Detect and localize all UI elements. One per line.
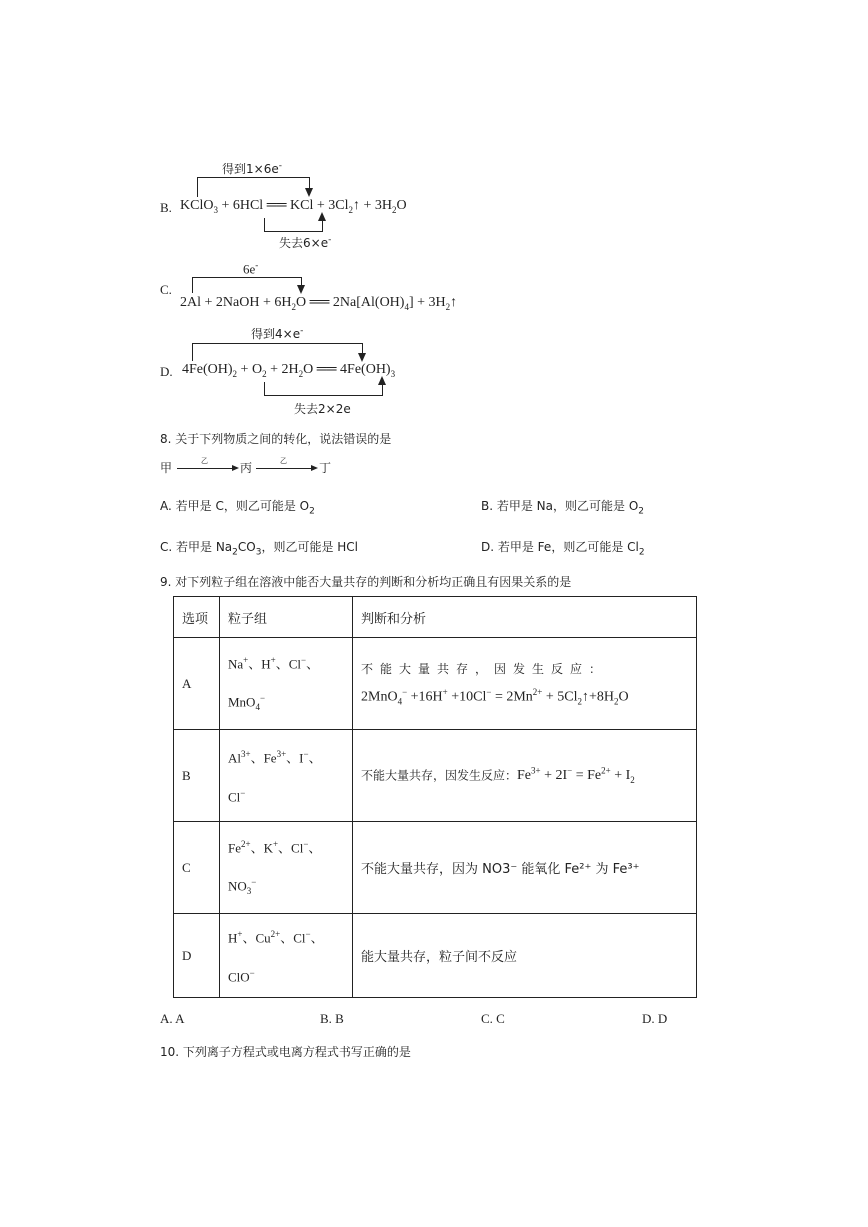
chain-reagent-1: 乙 bbox=[201, 457, 208, 465]
q9-table-header bbox=[174, 597, 697, 638]
chain-arrow-2 bbox=[256, 468, 311, 469]
option-b-loss-bracket-left bbox=[264, 218, 265, 232]
chain-arrow-2-head bbox=[311, 465, 318, 471]
row-c-analysis: 不能大量共存，因为 NO3⁻ 能氧化 Fe²⁺ 为 Fe³⁺ bbox=[353, 822, 697, 914]
q9-row-d bbox=[174, 914, 697, 998]
option-d-gain-bracket-right bbox=[362, 343, 363, 353]
option-d-gain-bracket-top bbox=[192, 343, 363, 344]
q9-answer-b[interactable]: B. B bbox=[320, 1011, 344, 1026]
header-particles: 粒子组 bbox=[220, 597, 353, 638]
q9-row-a bbox=[174, 638, 697, 730]
q8-option-a[interactable]: A. 若甲是 C，则乙可能是 $O_2$ bbox=[160, 499, 315, 517]
chain-end: 丁 bbox=[319, 461, 332, 475]
row-c-option: C bbox=[174, 822, 220, 914]
option-b-loss-bracket-right bbox=[322, 221, 323, 232]
row-a-analysis bbox=[353, 638, 697, 730]
row-b-analysis-text: 不能大量共存，因发生反应： bbox=[361, 768, 518, 783]
option-c-arrow bbox=[297, 285, 305, 294]
row-d-option: D bbox=[174, 914, 220, 998]
chain-arrow-1-head bbox=[232, 465, 239, 471]
option-b-loss-arrow bbox=[318, 212, 326, 221]
option-b-gain-bracket-right bbox=[309, 177, 310, 188]
row-b-equation: $Fe^{3+} + 2I^- = Fe^{2+} + I_2$ bbox=[517, 765, 635, 786]
option-b-loss-label: 失去6×e- bbox=[279, 235, 332, 250]
option-b-letter: B. bbox=[160, 200, 172, 215]
option-b-gain-bracket-left bbox=[197, 177, 198, 197]
row-c-particles: $Fe^{2+}$、K+、Cl−、 $NO_3^-$ bbox=[220, 822, 353, 914]
row-b-particles: $Al^{3+}$、$Fe^{3+}$、I−、 Cl− bbox=[220, 730, 353, 822]
row-b-option: B bbox=[174, 730, 220, 822]
option-d-loss-bracket-left bbox=[264, 382, 265, 396]
row-a-equation: $2MnO_4^- +16H^+ +10Cl^- = 2Mn^{2+}$ + $5Cl_2↑+8H_2O$ bbox=[361, 687, 629, 707]
option-c-bracket-top bbox=[192, 277, 302, 278]
header-analysis: 判断和分析 bbox=[353, 597, 697, 638]
option-c-bracket-right bbox=[301, 277, 302, 285]
option-d-equation: $4Fe(OH)_2 + O_2 + 2H_2O$ ══ $4Fe(OH)_3$ bbox=[182, 362, 396, 379]
chain-start: 甲 bbox=[160, 461, 173, 475]
q8-option-c[interactable]: C. 若甲是 $Na_2CO_3$，则乙可能是 HCl bbox=[160, 540, 359, 558]
q8-stem: 8. 关于下列物质之间的转化，说法错误的是 bbox=[160, 432, 392, 446]
option-b-gain-label: 得到1×6e- bbox=[222, 161, 282, 176]
option-b-loss-bracket-bottom bbox=[264, 231, 323, 232]
row-b-analysis bbox=[353, 730, 697, 822]
row-a-particles: Na+、H+、Cl−、 MnO$_4$− bbox=[220, 638, 353, 730]
q9-stem: 9. 对下列粒子组在溶液中能否大量共存的判断和分析均正确且有因果关系的是 bbox=[160, 575, 572, 589]
option-b-gain-arrow bbox=[305, 188, 313, 197]
chain-reagent-2: 乙 bbox=[280, 457, 287, 465]
option-d-loss-bracket-bottom bbox=[264, 395, 383, 396]
row-a-analysis-text: 不能大量共存，因发生反应： bbox=[361, 662, 609, 677]
option-d-gain-label: 得到4×e- bbox=[251, 326, 304, 341]
option-c-equation: 2Al + 2NaOH + $6H_2O$ ══ $2Na[Al(OH)_4]$ + $3H_2↑$ bbox=[180, 295, 458, 312]
q9-row-c bbox=[174, 822, 697, 914]
q9-answer-a[interactable]: A. A bbox=[160, 1011, 185, 1026]
q9-table bbox=[173, 596, 697, 998]
option-d-gain-bracket-left bbox=[192, 343, 193, 361]
chain-middle: 丙 bbox=[240, 461, 253, 475]
option-d-loss-label: 失去2×2e bbox=[294, 402, 351, 416]
header-option: 选项 bbox=[174, 597, 220, 638]
option-b-equation: KClO$_3$ + 6HCl ══ KCl + $3Cl_2↑ + 3H_2O$ bbox=[180, 198, 407, 215]
q8-option-d[interactable]: D. 若甲是 Fe，则乙可能是 $Cl_2$ bbox=[481, 540, 645, 558]
q9-row-b bbox=[174, 730, 697, 822]
option-b-gain-bracket-top bbox=[197, 177, 310, 178]
option-c-electron-label: 6e- bbox=[243, 260, 259, 277]
row-d-particles: H+、$Cu^{2+}$、Cl−、 ClO− bbox=[220, 914, 353, 998]
option-d-letter: D. bbox=[160, 364, 173, 379]
option-d-gain-arrow bbox=[358, 353, 366, 362]
q8-option-b[interactable]: B. 若甲是 Na，则乙可能是 $O_2$ bbox=[481, 499, 645, 517]
chain-arrow-1 bbox=[177, 468, 232, 469]
option-c-bracket-left bbox=[192, 277, 193, 293]
q9-answer-d[interactable]: D. D bbox=[642, 1011, 668, 1026]
q9-answer-c[interactable]: C. C bbox=[481, 1011, 505, 1026]
option-d-loss-bracket-right bbox=[382, 385, 383, 396]
row-a-option: A bbox=[174, 638, 220, 730]
row-d-analysis: 能大量共存，粒子间不反应 bbox=[353, 914, 697, 998]
option-d-loss-arrow bbox=[378, 376, 386, 385]
q10-stem: 10. 下列离子方程式或电离方程式书写正确的是 bbox=[160, 1045, 411, 1059]
option-c-letter: C. bbox=[160, 282, 172, 297]
